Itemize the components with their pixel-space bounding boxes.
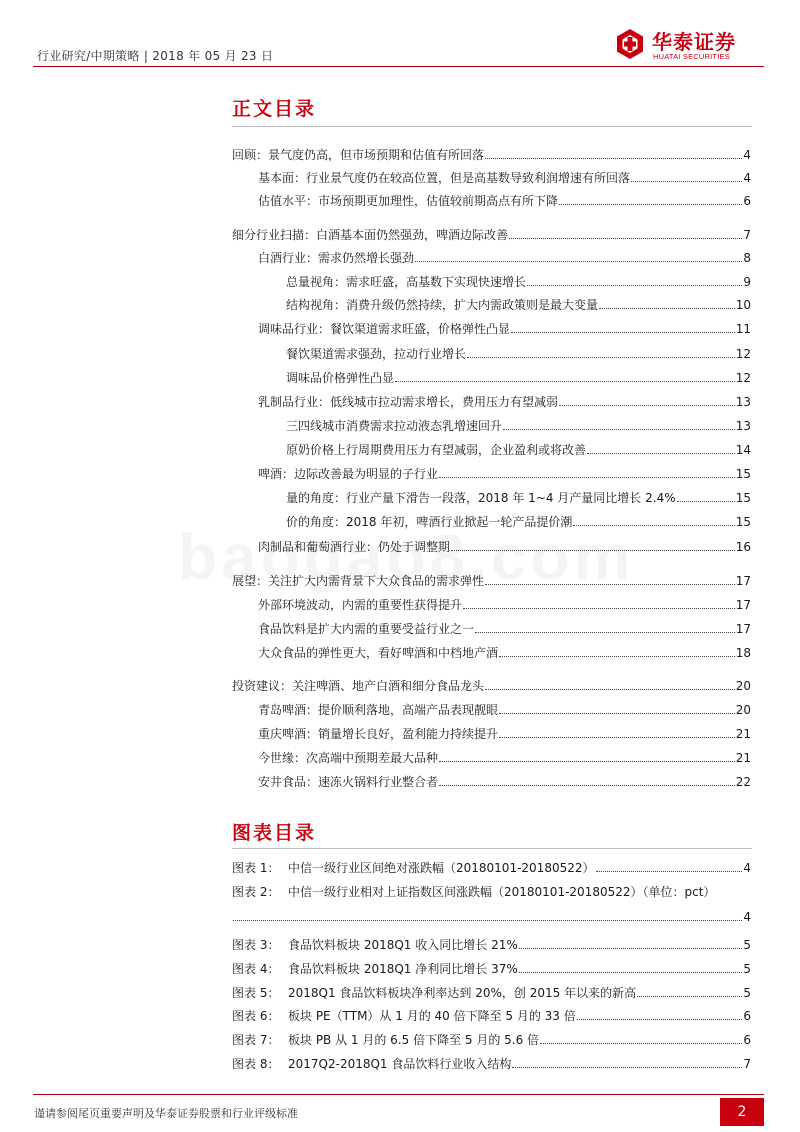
toc-entry-title: 三四线城市消费需求拉动液态乳增速回升 [286,419,503,433]
figure-page: 5 [743,938,751,952]
toc-entry-title: 青岛啤酒：提价顺利落地，高端产品表现靓眼 [258,703,499,717]
toc-leader-dots [499,656,735,657]
toc-entry-title: 白酒行业：需求仍然增长强劲 [258,251,415,265]
figure-page: 6 [743,1009,751,1023]
toc-entry-title: 今世缘：次高端中预期差最大品种 [258,751,439,765]
toc-entry[interactable] [258,593,751,613]
figure-entry[interactable] [232,1052,751,1072]
toc-leader-dots [677,501,735,502]
figure-label: 图表 8： [232,1057,280,1071]
toc-leader-dots [451,550,735,551]
figure-entry[interactable] [232,1028,751,1048]
toc-entry-page: 4 [743,148,751,162]
toc-leader-dots [527,285,742,286]
page-number: 2 [720,1098,764,1126]
toc-leader-dots [395,381,735,382]
footer-disclaimer: 谨请参阅尾页重要声明及华泰证券股票和行业评级标准 [34,1107,298,1120]
figure-page: 5 [743,986,751,1000]
toc-entry-page: 20 [735,679,751,693]
toc-entry-page: 4 [743,171,751,185]
toc-entry-title: 调味品价格弹性凸显 [286,371,395,385]
toc-entry-page: 7 [743,228,751,242]
toc-title-rule [232,126,752,127]
toc-entry[interactable] [258,246,751,266]
toc-entry-page: 6 [743,194,751,208]
toc-entry-page: 8 [743,251,751,265]
toc-leader-dots [439,761,735,762]
toc-leader-dots [503,429,735,430]
toc-leader-dots [463,608,735,609]
figure-title: 板块 PE（TTM）从 1 月的 40 倍下降至 5 月的 33 倍 [288,1009,576,1023]
toc-entry-page: 18 [735,646,751,660]
toc-entry-title: 乳制品行业：低线城市拉动需求增长，费用压力有望减弱 [258,395,559,409]
figure-label: 图表 1： [232,861,280,875]
toc-leader-dots [573,525,734,526]
figure-entry-continuation[interactable] [232,905,751,925]
footer-rule [33,1094,764,1095]
toc-leader-dots [439,477,735,478]
report-meta: 行业研究/中期策略 | 2018 年 05 月 23 日 [37,49,274,63]
toc-entry[interactable] [258,462,751,482]
figure-title: 食品饮料板块 2018Q1 收入同比增长 21% [288,938,518,952]
toc-entry[interactable] [258,641,751,661]
figure-title: 2018Q1 食品饮料板块净利率达到 20%，创 2015 年以来的新高 [288,986,637,1000]
toc-leader-dots [485,158,742,159]
figure-label: 图表 5： [232,986,280,1000]
toc-entry-title: 餐饮渠道需求强劲，拉动行业增长 [286,347,467,361]
toc-entry-title: 回顾：景气度仍高，但市场预期和估值有所回落 [232,148,485,162]
logo-chinese-name: 华泰证券 [652,30,736,54]
figure-leader-dots [519,948,743,949]
figure-page: 4 [743,861,751,875]
toc-entry-page: 15 [735,467,751,481]
toc-entry[interactable] [258,390,751,410]
toc-entry-page: 11 [735,322,751,336]
figure-label: 图表 4： [232,962,280,976]
figure-label: 图表 3： [232,938,280,952]
toc-entry-title: 估值水平：市场预期更加理性，估值较前期高点有所下降 [258,194,559,208]
toc-entry-page: 21 [735,751,751,765]
toc-entry-title: 重庆啤酒：销量增长良好，盈利能力持续提升 [258,727,499,741]
huatai-logo-icon [614,28,646,60]
toc-entry-page: 22 [735,775,751,789]
toc-entry-page: 17 [735,598,751,612]
toc-entry-page: 12 [735,371,751,385]
toc-entry-title: 细分行业扫描：白酒基本面仍然强劲，啤酒边际改善 [232,228,509,242]
toc-entry-title: 价的角度：2018 年初，啤酒行业掀起一轮产品提价潮 [286,515,573,529]
figures-title-rule [232,848,752,849]
toc-title: 正文目录 [232,98,317,120]
toc-entry[interactable] [286,414,751,434]
figure-label: 图表 2： [232,885,280,899]
toc-leader-dots [467,357,735,358]
figure-page: 5 [743,962,751,976]
figure-entry[interactable] [232,981,751,1001]
toc-entry-title: 调味品行业：餐饮渠道需求旺盛，价格弹性凸显 [258,322,511,336]
figure-page: 4 [743,910,751,924]
toc-leader-dots [587,453,735,454]
figure-title: 2017Q2-2018Q1 食品饮料行业收入结构 [288,1057,512,1071]
figure-leader-dots [540,1043,742,1044]
toc-entry-title: 外部环境波动，内需的重要性获得提升 [258,598,463,612]
figure-label: 图表 7： [232,1033,280,1047]
toc-entry[interactable] [286,293,751,313]
toc-entry-title: 原奶价格上行周期费用压力有望减弱，企业盈利或将改善 [286,443,587,457]
toc-entry[interactable] [258,617,751,637]
toc-leader-dots [439,785,735,786]
toc-entry-title: 安井食品：速冻火锅料行业整合者 [258,775,439,789]
figure-entry[interactable] [232,880,751,900]
figure-title: 中信一级行业区间绝对涨跌幅（20180101-20180522） [288,861,595,875]
toc-entry[interactable] [286,510,751,530]
toc-entry-title: 投资建议：关注啤酒、地产白酒和细分食品龙头 [232,679,485,693]
toc-entry-title: 总量视角：需求旺盛，高基数下实现快速增长 [286,275,527,289]
toc-leader-dots [485,689,735,690]
toc-entry[interactable] [286,270,751,290]
toc-entry-title: 大众食品的弹性更大，看好啤酒和中档地产酒 [258,646,499,660]
toc-entry-page: 12 [735,347,751,361]
toc-entry[interactable] [258,166,751,186]
toc-entry-title: 结构视角：消费升级仍然持续，扩大内需政策则是最大变量 [286,298,599,312]
toc-entry-page: 20 [735,703,751,717]
toc-entry-page: 9 [743,275,751,289]
figure-page: 6 [743,1033,751,1047]
toc-entry[interactable] [286,366,751,386]
figure-leader-dots [596,871,743,872]
toc-leader-dots [509,238,742,239]
toc-entry-title: 啤酒：边际改善最为明显的子行业 [258,467,439,481]
toc-leader-dots [599,308,735,309]
toc-entry-page: 17 [735,574,751,588]
toc-entry[interactable] [258,317,751,337]
toc-entry-page: 21 [735,727,751,741]
toc-entry[interactable] [232,143,751,163]
toc-entry-title: 量的角度：行业产量下滑告一段落，2018 年 1~4 月产量同比增长 2.4% [286,491,676,505]
toc-entry[interactable] [258,189,751,209]
toc-entry-page: 13 [735,419,751,433]
toc-entry[interactable] [286,486,751,506]
toc-entry-page: 16 [735,540,751,554]
toc-leader-dots [499,737,735,738]
toc-entry[interactable] [286,438,751,458]
toc-leader-dots [559,204,742,205]
toc-entry[interactable] [232,223,751,243]
huatai-logo [614,28,764,62]
figure-entry[interactable] [232,1004,751,1024]
toc-entry[interactable] [232,569,751,589]
figure-entry[interactable] [232,957,751,977]
toc-entry-page: 14 [735,443,751,457]
logo-english-name: HUATAI SECURITIES [653,52,730,61]
toc-entry-page: 15 [735,515,751,529]
toc-leader-dots [475,632,735,633]
figure-title: 食品饮料板块 2018Q1 净利同比增长 37% [288,962,518,976]
toc-entry-page: 17 [735,622,751,636]
figure-title: 板块 PB 从 1 月的 6.5 倍下降至 5 月的 5.6 倍 [288,1033,540,1047]
toc-leader-dots [415,261,742,262]
figure-title: 中信一级行业相对上证指数区间涨跌幅（20180101-20180522）（单位：pct） [288,885,716,899]
figure-leader-dots [577,1019,743,1020]
toc-entry[interactable] [232,674,751,694]
toc-leader-dots [485,584,735,585]
toc-entry[interactable] [258,746,751,766]
figure-leader-dots [637,996,742,997]
figure-label: 图表 6： [232,1009,280,1023]
figures-title: 图表目录 [232,822,317,844]
toc-entry-page: 13 [735,395,751,409]
toc-entry[interactable] [258,535,751,555]
toc-entry[interactable] [258,770,751,790]
figure-entry[interactable] [232,933,751,953]
toc-entry-title: 肉制品和葡萄酒行业：仍处于调整期 [258,540,451,554]
figure-leader-dots [519,972,743,973]
figure-entry[interactable] [232,856,751,876]
toc-leader-dots [559,405,735,406]
toc-entry-page: 15 [735,491,751,505]
page-header [33,0,764,67]
toc-entry-page: 10 [735,298,751,312]
figure-page: 7 [743,1057,751,1071]
toc-entry-title: 食品饮料是扩大内需的重要受益行业之一 [258,622,475,636]
toc-entry-title: 基本面：行业景气度仍在较高位置，但是高基数导致利润增速有所回落 [258,171,631,185]
toc-entry[interactable] [258,722,751,742]
toc-entry[interactable] [286,342,751,362]
toc-entry[interactable] [258,698,751,718]
figure-leader-dots [233,920,742,921]
toc-leader-dots [499,713,735,714]
toc-leader-dots [631,181,742,182]
toc-leader-dots [511,332,735,333]
figure-leader-dots [512,1067,742,1068]
toc-entry-title: 展望：关注扩大内需背景下大众食品的需求弹性 [232,574,485,588]
